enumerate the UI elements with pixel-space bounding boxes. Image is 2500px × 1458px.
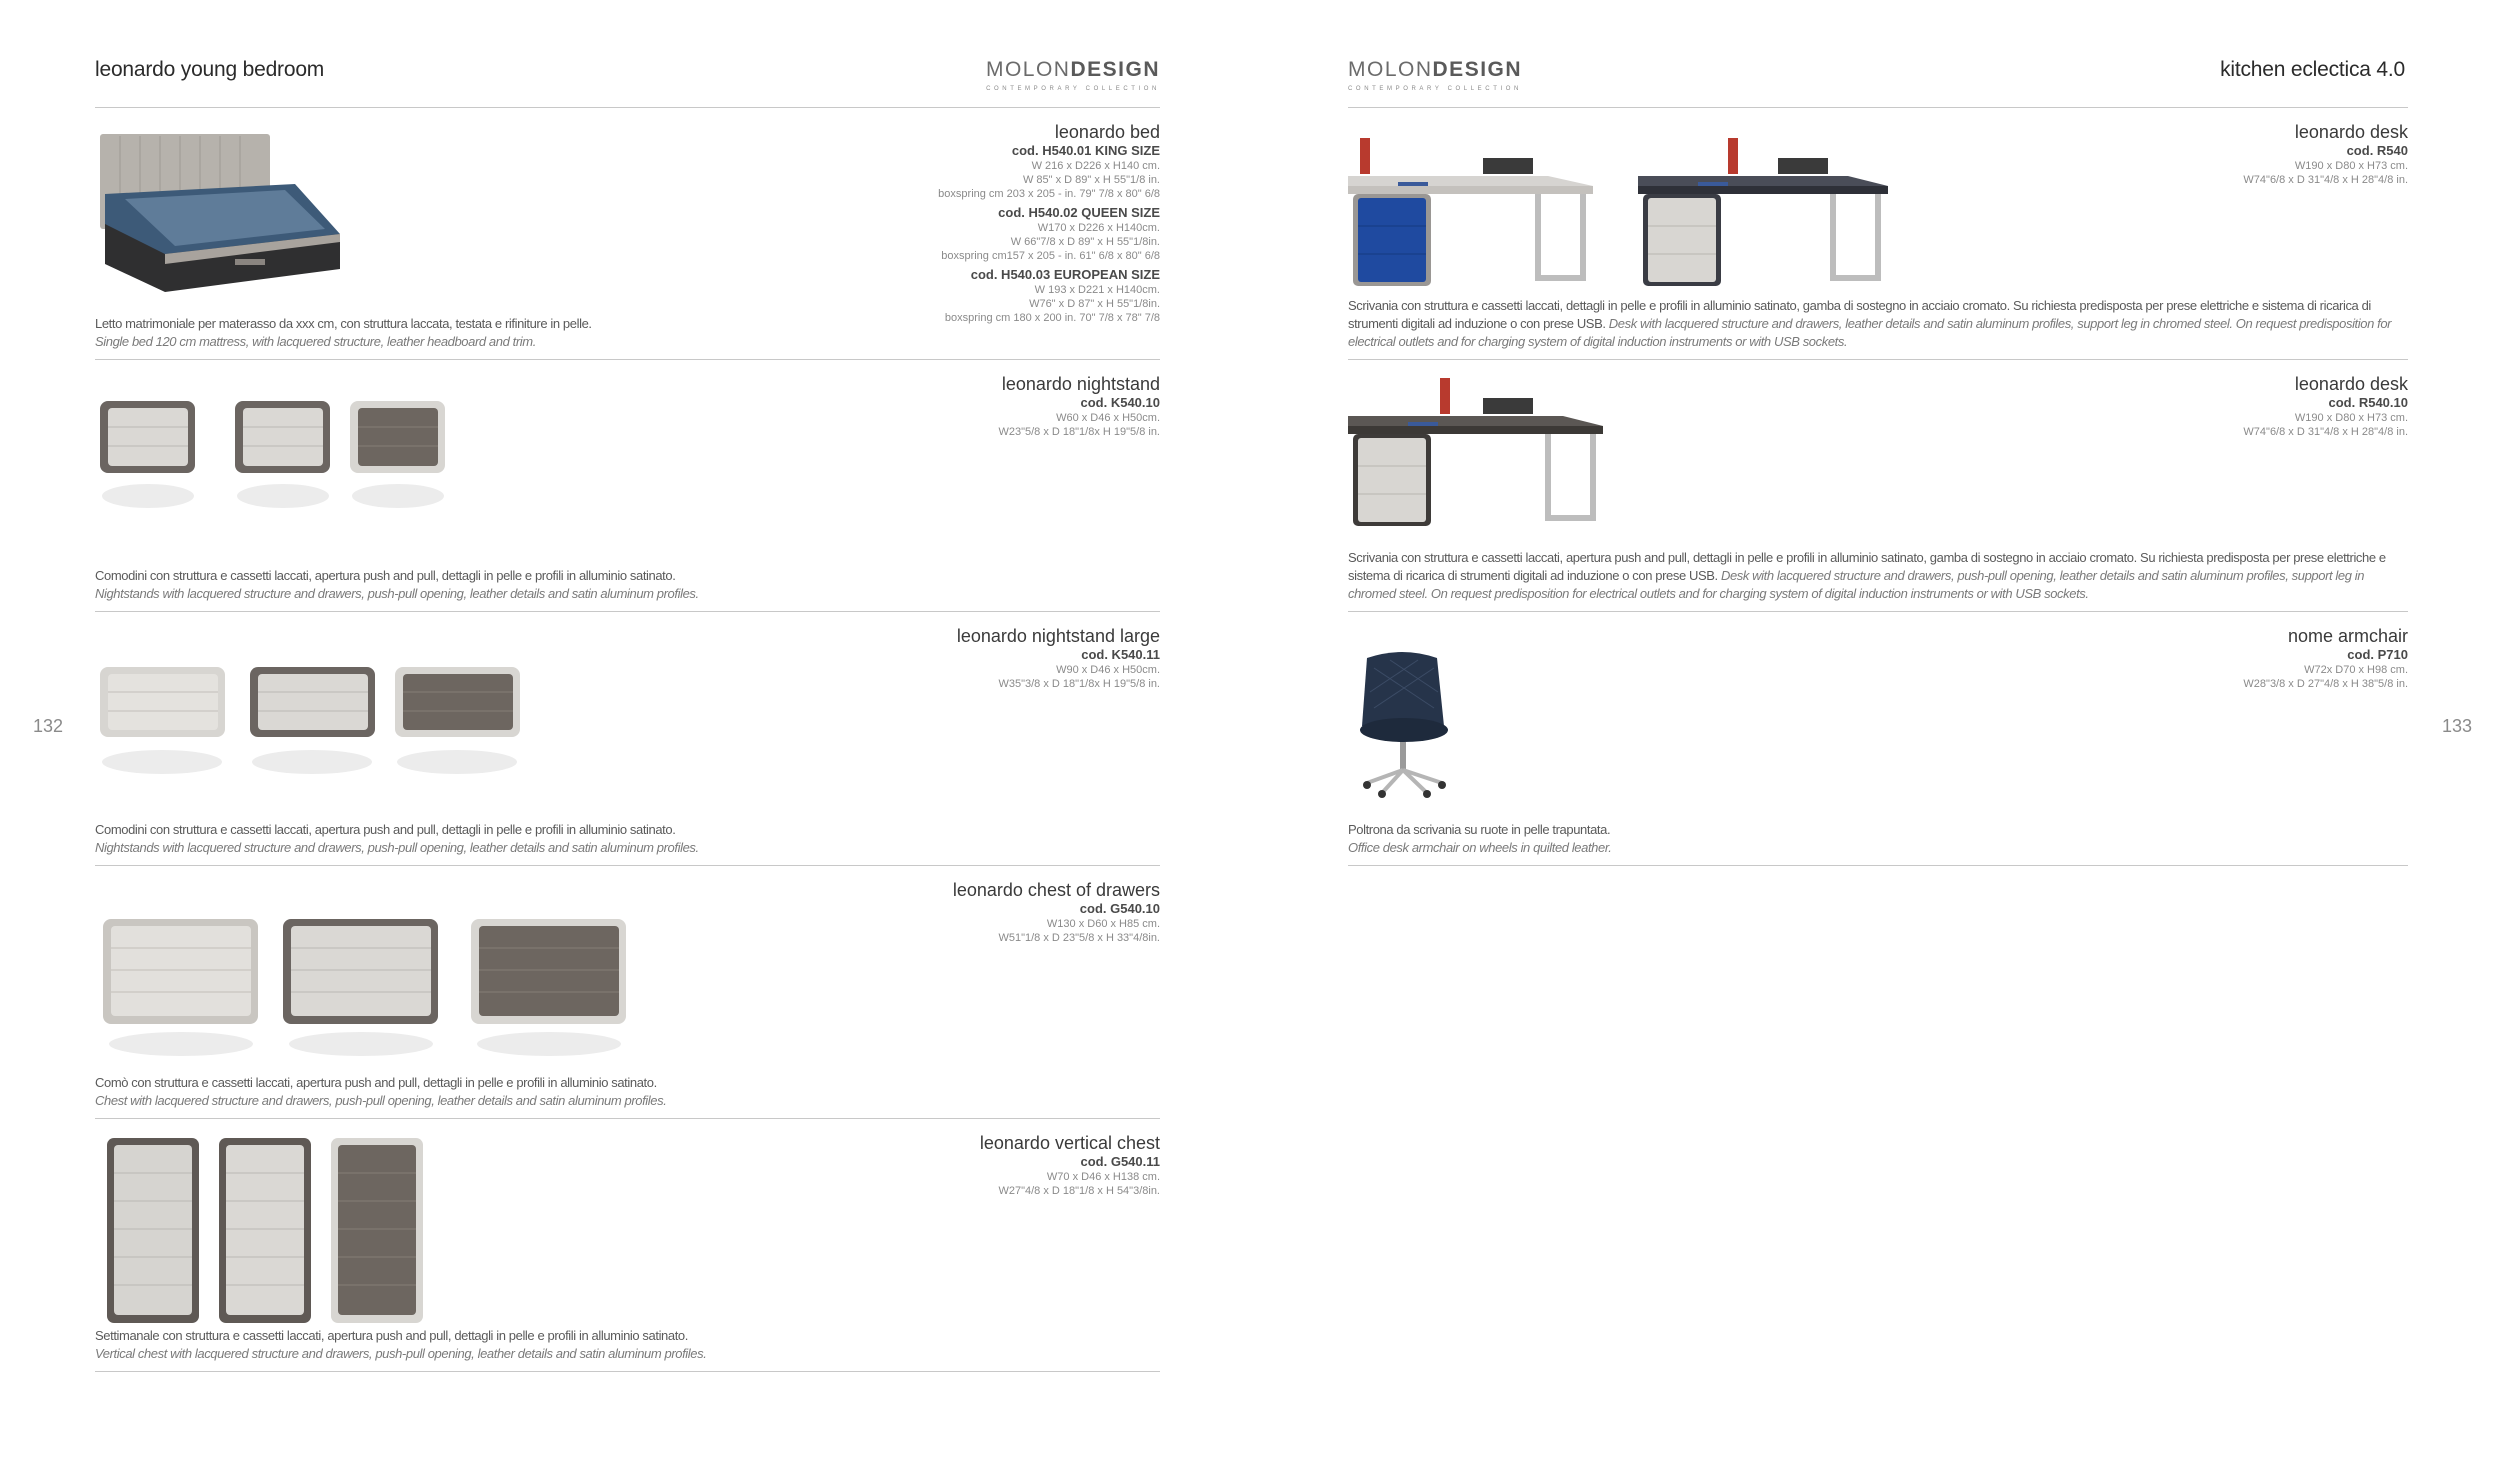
desk-image <box>1348 378 1618 528</box>
spec-lines <box>2243 143 2408 187</box>
product-code: cod. R540.10 <box>2328 395 2408 410</box>
product-code: cod. G540.11 <box>1080 1154 1160 1169</box>
logo-tagline: CONTEMPORARY COLLECTION <box>1348 86 1522 92</box>
dimension-line: W72x D70 x H98 cm. <box>2304 664 2408 676</box>
description-italian: Scrivania con struttura e cassetti laccati, apertura push and pull, dettagli in pelle e profili in alluminio satinato, gamba di sostegno in acciaio cromato. Su richiesta predisposta per prese elettriche e sistema di ricarica di strumenti digitali ad induzione o con prese USB. <box>1348 550 2386 583</box>
product-name: leonardo desk <box>2294 122 2408 142</box>
product-description <box>1348 821 1612 857</box>
dimension-line: W170 x D226 x H140cm. <box>1037 222 1160 234</box>
product-name: leonardo chest of drawers <box>952 880 1160 900</box>
product-spec <box>998 374 1160 439</box>
description-english: Office desk armchair on wheels in quilted leather. <box>1348 840 1612 855</box>
dimension-line: boxspring cm 203 x 205 - in. 79" 7/8 x 80" 6/8 <box>938 188 1160 200</box>
product-spec <box>953 880 1160 945</box>
description-english: Nightstands with lacquered structure and drawers, push-pull opening, leather details and satin aluminum profiles. <box>95 586 699 601</box>
product-description <box>95 1327 706 1363</box>
spec-lines <box>2243 647 2408 691</box>
product-code: cod. H540.02 QUEEN SIZE <box>998 205 1160 220</box>
description-italian: Comodini con struttura e cassetti laccati, apertura push and pull, dettagli in pelle e profili in alluminio satinato. <box>95 568 676 583</box>
description-italian: Poltrona da scrivania su ruote in pelle trapuntata. <box>1348 822 1611 837</box>
product-name: leonardo vertical chest <box>979 1133 1160 1153</box>
right-page <box>1250 0 2500 1458</box>
product-spec <box>2243 626 2408 691</box>
dimension-line: W 216 x D226 x H140 cm. <box>1031 160 1160 172</box>
product-code: cod. K540.11 <box>1081 647 1160 662</box>
dimension-line: boxspring cm157 x 205 - in. 61" 6/8 x 80" 6/8 <box>941 250 1160 262</box>
logo-bold-text: DESIGN <box>1070 58 1160 81</box>
dimension-line: W76" x D 87" x H 55"1/8in. <box>1029 298 1160 310</box>
product-section <box>95 1119 1160 1372</box>
bed-image <box>95 124 355 299</box>
large-nightstands-image <box>100 662 540 792</box>
spec-lines <box>980 1154 1160 1198</box>
product-code: cod. K540.10 <box>1080 395 1160 410</box>
dimension-line: W190 x D80 x H73 cm. <box>2294 412 2408 424</box>
brand-logo <box>1348 58 1528 92</box>
dimension-line: W74"6/8 x D 31"4/8 x H 28"4/8 in. <box>2243 426 2408 438</box>
spec-lines <box>998 395 1160 439</box>
page-title: leonardo young bedroom <box>95 58 325 81</box>
description-italian: Comò con struttura e cassetti laccati, apertura push and pull, dettagli in pelle e profili in alluminio satinato. <box>95 1075 657 1090</box>
spec-lines <box>938 143 1160 325</box>
product-section <box>95 108 1160 360</box>
chests-image <box>103 914 643 1064</box>
description-italian: Scrivania con struttura e cassetti laccati, dettagli in pelle e profili in alluminio satinato, gamba di sostegno in acciaio cromato. Su richiesta predisposta per prese elettriche e sistema di ricarica di strumenti digitali ad induzione o con prese USB. <box>1348 298 2371 331</box>
spec-lines <box>2243 395 2408 439</box>
description-italian: Settimanale con struttura e cassetti laccati, apertura push and pull, dettagli in pelle e profili in alluminio satinato. <box>95 1328 688 1343</box>
product-description <box>95 821 699 857</box>
logo-tagline: CONTEMPORARY COLLECTION <box>986 86 1160 92</box>
desks-image <box>1348 138 1908 288</box>
product-name: leonardo bed <box>1054 122 1160 142</box>
product-description <box>95 315 592 351</box>
description-english: Vertical chest with lacquered structure and drawers, push-pull opening, leather details and satin aluminum profiles. <box>95 1346 707 1361</box>
product-code: cod. H540.01 KING SIZE <box>1011 143 1160 158</box>
logo-light-text: MOLON <box>985 58 1071 81</box>
dimension-line: W28"3/8 x D 27"4/8 x H 38"5/8 in. <box>2243 678 2408 690</box>
product-section <box>1348 612 2408 866</box>
product-description <box>95 567 699 603</box>
description-english: Chest with lacquered structure and drawers, push-pull opening, leather details and satin aluminum profiles. <box>95 1093 667 1108</box>
dimension-line: W35"3/8 x D 18"1/8x H 19"5/8 in. <box>998 678 1160 690</box>
spec-lines <box>957 647 1160 691</box>
brand-logo <box>980 58 1160 92</box>
product-code: cod. R540 <box>2346 143 2408 158</box>
dimension-line: W 193 x D221 x H140cm. <box>1034 284 1160 296</box>
product-spec <box>2243 374 2408 439</box>
product-name: leonardo nightstand large <box>956 626 1160 646</box>
nightstands-image <box>100 396 460 526</box>
dimension-line: W74"6/8 x D 31"4/8 x H 28"4/8 in. <box>2243 174 2408 186</box>
product-name: leonardo nightstand <box>1001 374 1160 394</box>
page-number: 132 <box>33 716 64 736</box>
page-title: kitchen eclectica 4.0 <box>2220 58 2405 81</box>
product-section <box>1348 360 2408 612</box>
dimension-line: W 85" x D 89" x H 55"1/8 in. <box>1022 174 1160 186</box>
spec-lines <box>953 901 1160 945</box>
product-name: nome armchair <box>2287 626 2408 646</box>
product-code: cod. P710 <box>2347 647 2408 662</box>
dimension-line: W190 x D80 x H73 cm. <box>2294 160 2408 172</box>
product-description <box>1348 549 2408 603</box>
dimension-line: W 66"7/8 x D 89" x H 55"1/8in. <box>1010 236 1160 248</box>
vertical-chests-image <box>107 1133 427 1333</box>
description-english: Desk with lacquered structure and drawers, push-pull opening, leather details and satin aluminum profiles, support leg in chromed steel. On request predisposition for electrical outlets and for charging system of digital induction instruments or with USB sockets. <box>1348 568 2365 601</box>
dimension-line: W90 x D46 x H50cm. <box>1056 664 1160 676</box>
dimension-line: boxspring cm 180 x 200 in. 70" 7/8 x 78" 7/8 <box>944 312 1160 324</box>
product-section <box>95 360 1160 612</box>
product-description <box>95 1074 666 1110</box>
product-section <box>1348 108 2408 360</box>
description-english: Nightstands with lacquered structure and drawers, push-pull opening, leather details and satin aluminum profiles. <box>95 840 699 855</box>
dimension-line: W70 x D46 x H138 cm. <box>1046 1171 1160 1183</box>
product-code: cod. H540.03 EUROPEAN SIZE <box>970 267 1160 282</box>
dimension-line: W23"5/8 x D 18"1/8x H 19"5/8 in. <box>998 426 1160 438</box>
product-name: leonardo desk <box>2294 374 2408 394</box>
product-description <box>1348 297 2408 351</box>
page-number: 133 <box>2441 716 2472 736</box>
product-section <box>95 612 1160 866</box>
product-spec <box>957 626 1160 691</box>
description-english: Desk with lacquered structure and drawers, leather details and satin aluminum profiles, support leg in chromed steel. On request predisposition for electrical outlets and for charging system of digital induction instruments or with USB sockets. <box>1348 316 2392 349</box>
dimension-line: W60 x D46 x H50cm. <box>1056 412 1160 424</box>
logo-light-text: MOLON <box>1348 58 1433 81</box>
description-italian: Comodini con struttura e cassetti laccati, apertura push and pull, dettagli in pelle e profili in alluminio satinato. <box>95 822 676 837</box>
description-english: Single bed 120 cm mattress, with lacquered structure, leather headboard and trim. <box>95 334 536 349</box>
dimension-line: W51"1/8 x D 23"5/8 x H 33"4/8in. <box>998 932 1160 944</box>
dimension-line: W27"4/8 x D 18"1/8 x H 54"3/8in. <box>998 1185 1160 1197</box>
product-code: cod. G540.10 <box>1079 901 1160 916</box>
product-section <box>95 866 1160 1119</box>
product-spec <box>980 1133 1160 1198</box>
armchair-image <box>1352 648 1462 798</box>
dimension-line: W130 x D60 x H85 cm. <box>1046 918 1160 930</box>
description-italian: Letto matrimoniale per materasso da xxx cm, con struttura laccata, testata e rifiniture in pelle. <box>95 316 592 331</box>
product-spec <box>2243 122 2408 187</box>
product-spec <box>938 122 1160 325</box>
logo-bold-text: DESIGN <box>1432 58 1523 81</box>
